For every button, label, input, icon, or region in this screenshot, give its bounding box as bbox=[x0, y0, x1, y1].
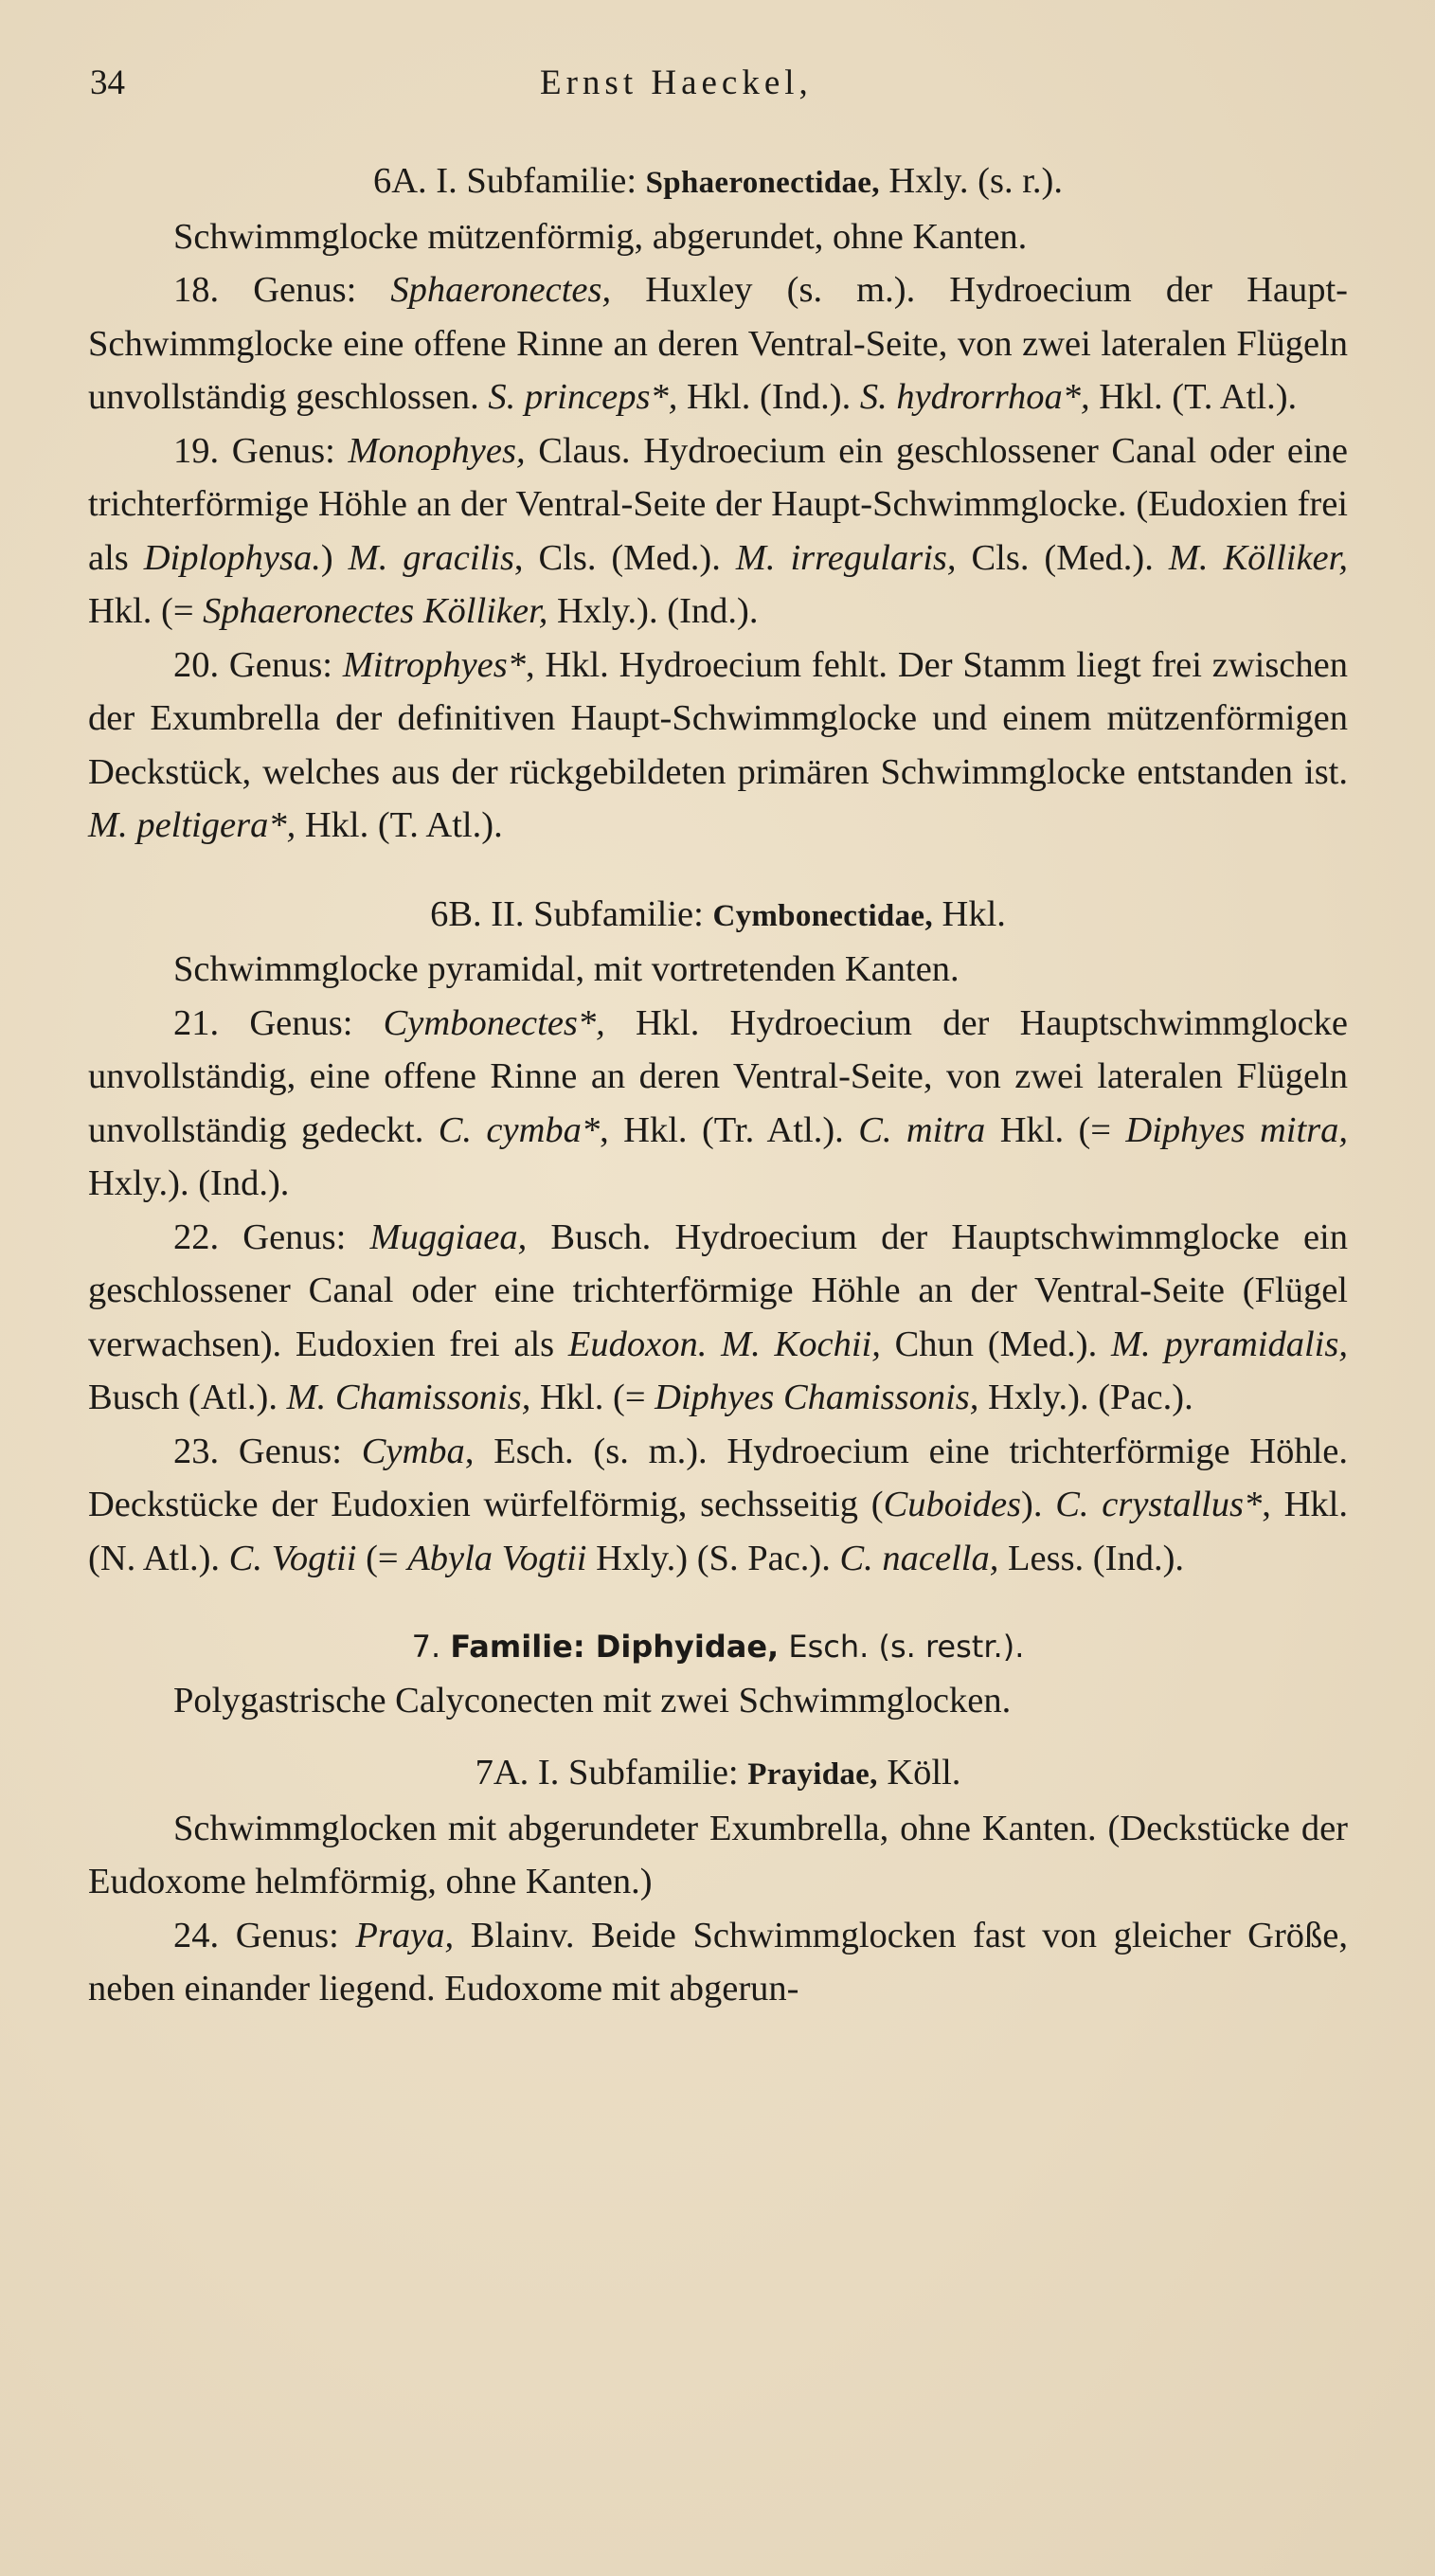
subfamily-intro-6a: Schwimmglocke mützenförmig, abgerundet, ohne Kanten. bbox=[173, 216, 1028, 257]
body-text bbox=[88, 152, 1348, 2016]
text-run: Huxley (s. m.). Hydroecium der Haupt-Schwimmglocke eine offene Rinne an deren Ventral-Seite, von zwei lateralen Flügeln unvollständig geschlossen. bbox=[88, 270, 1349, 417]
taxon-name: M. peltigera*, bbox=[88, 805, 296, 845]
genus-paragraph bbox=[88, 263, 1348, 424]
taxon-name: Cymba bbox=[361, 1431, 465, 1471]
genus-paragraph bbox=[88, 997, 1348, 1211]
text-run: Less. (Ind.). bbox=[998, 1538, 1185, 1578]
taxon-name: S. hydrorrhoa*, bbox=[859, 377, 1090, 417]
text-run: Blainv. Beide Schwimmglocken fast von gleicher Größe, neben einander liegend. Eudoxome mit abgerun- bbox=[88, 1915, 1348, 2009]
taxon-name: C. mitra bbox=[858, 1109, 986, 1150]
text-run: Busch (Atl.). bbox=[88, 1378, 287, 1417]
taxon-name: C. cymba* bbox=[438, 1109, 601, 1150]
text-run: Hxly.). (Pac.). bbox=[978, 1378, 1193, 1417]
taxon-name: M. pyramidalis, bbox=[1110, 1324, 1348, 1364]
taxon-name: Diphyes Chamissonis, bbox=[655, 1378, 979, 1417]
text-run: ). bbox=[1021, 1485, 1056, 1524]
subfamily-heading-7a: 7A. I. Subfamilie: Prayidae, Köll. bbox=[475, 1753, 961, 1792]
taxon-name: Diphyes mitra, bbox=[1125, 1109, 1348, 1150]
taxon-name: M. gracilis bbox=[348, 537, 514, 578]
taxon-name: Cymbonectes*, bbox=[383, 1002, 605, 1043]
text-run: Cls. (Med.). bbox=[956, 537, 1169, 578]
taxon-name: Eudoxon. M. Kochii, bbox=[567, 1324, 881, 1364]
taxon-name: Cuboides bbox=[883, 1485, 1022, 1524]
taxon-name: Muggiaea, bbox=[369, 1216, 528, 1257]
taxon-name: Sphaeronectes, bbox=[390, 270, 612, 310]
genus-paragraph bbox=[88, 424, 1348, 639]
taxon-name: Abyla Vogtii bbox=[407, 1538, 587, 1578]
text-run: 19. Genus: bbox=[173, 430, 349, 471]
taxon-name: C. Vogtii bbox=[228, 1538, 357, 1578]
subfamily-intro-7a: Schwimmglocken mit abgerundeter Exumbrella, ohne Kanten. (Deckstücke der Eudoxome helmförmig, ohne Kanten.) bbox=[88, 1808, 1348, 1901]
taxon-name: Sphaeronectes Kölliker, bbox=[203, 591, 548, 631]
author-running-title: Ernst Haeckel, bbox=[540, 63, 813, 102]
text-run: , Cls. (Med.). bbox=[513, 537, 736, 578]
text-run: Hkl. (= bbox=[530, 1378, 655, 1417]
text-run: Hkl. (Ind.). bbox=[677, 377, 860, 417]
text-run: 18. Genus: bbox=[173, 270, 391, 310]
subfamily-intro-6b: Schwimmglocke pyramidal, mit vortretenden Kanten. bbox=[173, 949, 960, 989]
taxon-name: C. nacella, bbox=[839, 1538, 999, 1578]
genus-paragraph bbox=[88, 1425, 1348, 1586]
text-run: 21. Genus: bbox=[173, 1002, 384, 1043]
text-run: , Esch. (s. m.). Hydroecium eine trichterförmige Höhle. Deckstücke der Eudoxien würfelförmig, sechsseitig ( bbox=[88, 1431, 1349, 1524]
genus-paragraph bbox=[88, 639, 1348, 853]
text-run: Hxly.) (S. Pac.). bbox=[586, 1538, 840, 1578]
text-run: Busch. Hydroecium der Hauptschwimmglocke ein geschlossener Canal oder eine trichterförmige Höhle an der Ventral-Seite (Flügel verwachsen). Eudoxien frei als bbox=[88, 1216, 1349, 1364]
subfamily-heading-6a: 6A. I. Subfamilie: Sphaeronectidae, Hxly. (s. r.). bbox=[373, 161, 1063, 201]
text-run: 22. Genus: bbox=[173, 1216, 370, 1257]
genus-paragraph bbox=[88, 1909, 1348, 2016]
text-run: Hkl. (T. Atl.). bbox=[296, 805, 503, 845]
family-heading-7: 7. Familie: Diphyidae, Esch. (s. restr.). bbox=[411, 1629, 1025, 1665]
text-run: Hkl. (= bbox=[88, 591, 204, 631]
taxon-name: M. irregularis, bbox=[735, 537, 957, 578]
page-number: 34 bbox=[90, 63, 125, 102]
text-run: 24. Genus: bbox=[173, 1915, 356, 1955]
subfamily-heading-6b: 6B. II. Subfamilie: Cymbonectidae, Hkl. bbox=[430, 893, 1006, 934]
text-run: Hxly.). (Ind.). bbox=[88, 1163, 290, 1203]
taxon-name: S. princeps*, bbox=[488, 377, 678, 417]
text-run: (= bbox=[356, 1538, 408, 1578]
text-run: Chun (Med.). bbox=[880, 1324, 1111, 1364]
taxon-name: Mitrophyes* bbox=[342, 644, 526, 685]
taxon-name: M. Chamissonis, bbox=[286, 1378, 531, 1417]
text-run: Claus. Hydroecium ein geschlossener Canal oder eine trichterförmige Höhle an der Ventral-Seite der Haupt-Schwimmglocke. (Eudoxien frei als bbox=[88, 430, 1349, 578]
family-intro-7: Polygastrische Calyconecten mit zwei Schwimmglocken. bbox=[173, 1680, 1012, 1720]
taxon-name: Diplophysa. bbox=[143, 537, 321, 578]
text-run: , Hkl. (Tr. Atl.). bbox=[600, 1109, 859, 1150]
genus-paragraph bbox=[88, 1211, 1348, 1425]
text-run: ) bbox=[320, 537, 349, 578]
text-run: Hkl. Hydroecium der Hauptschwimmglocke unvollständig, eine offene Rinne an deren Ventral-Seite, von zwei lateralen Flügeln unvollständig gedeckt. bbox=[88, 1002, 1349, 1150]
text-run: , Hkl. Hydroecium fehlt. Der Stamm liegt frei zwischen der Exumbrella der definitiven Haupt-Schwimmglocke und einem mützenförmigen Deckstück, welches aus der rückgebildeten primären Schwimmglocke entstanden ist. bbox=[88, 644, 1348, 792]
taxon-name: M. Kölliker, bbox=[1168, 537, 1348, 578]
running-head bbox=[90, 63, 1350, 119]
taxon-name: Monophyes, bbox=[348, 430, 526, 471]
text-run: , Hkl. (N. Atl.). bbox=[88, 1485, 1348, 1578]
text-run: 20. Genus: bbox=[173, 644, 343, 685]
taxon-name: C. crystallus* bbox=[1055, 1485, 1263, 1524]
text-run: Hxly.). (Ind.). bbox=[547, 591, 759, 631]
text-run: Hkl. (T. Atl.). bbox=[1089, 377, 1298, 417]
text-run: 23. Genus: bbox=[173, 1431, 362, 1471]
taxon-name: Praya, bbox=[355, 1915, 455, 1955]
text-run: Hkl. (= bbox=[985, 1109, 1126, 1150]
